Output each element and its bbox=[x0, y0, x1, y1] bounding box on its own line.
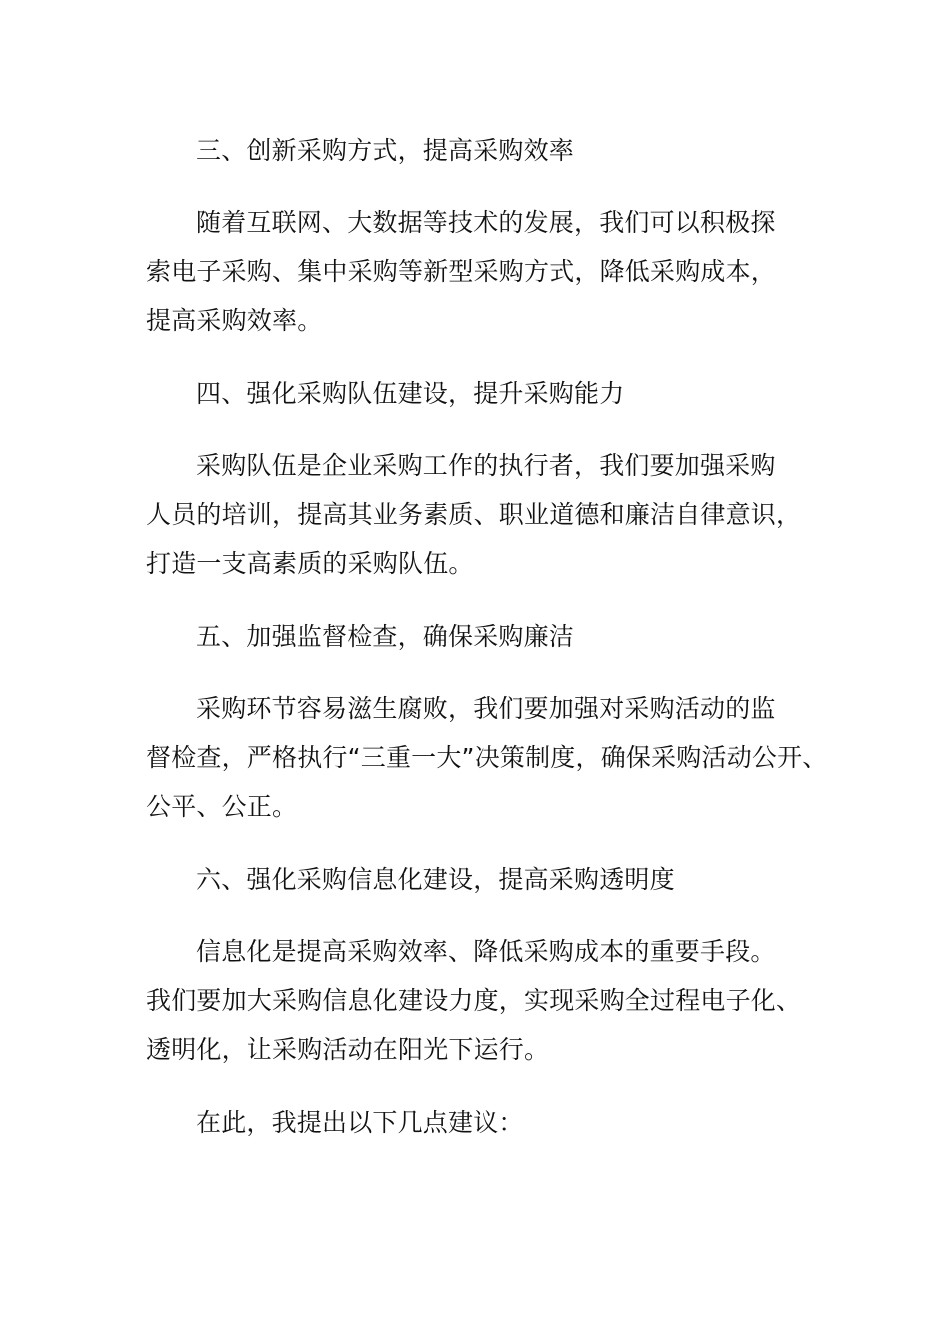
section-heading: 六、强化采购信息化建设，提高采购透明度 bbox=[196, 865, 675, 894]
section-heading: 四、强化采购队伍建设，提升采购能力 bbox=[196, 379, 625, 408]
paragraph-line: 采购环节容易滋生腐败，我们要加强对采购活动的监 bbox=[196, 694, 776, 723]
paragraph-line: 索电子采购、集中采购等新型采购方式，降低采购成本， bbox=[146, 257, 777, 286]
closing-line: 在此，我提出以下几点建议： bbox=[196, 1108, 524, 1137]
paragraph-line: 随着互联网、大数据等技术的发展，我们可以积极探 bbox=[196, 208, 776, 237]
paragraph-line: 提高采购效率。 bbox=[146, 306, 323, 335]
paragraph-line: 采购队伍是企业采购工作的执行者，我们要加强采购 bbox=[196, 451, 776, 480]
paragraph-line: 打造一支高素质的采购队伍。 bbox=[146, 549, 474, 578]
section-heading: 五、加强监督检查，确保采购廉洁 bbox=[196, 622, 575, 651]
paragraph-line: 透明化，让采购活动在阳光下运行。 bbox=[146, 1035, 550, 1064]
paragraph-line: 公平、公正。 bbox=[146, 792, 298, 821]
paragraph-line: 督检查，严格执行“三重一大”决策制度，确保采购活动公开、 bbox=[146, 743, 828, 772]
section-heading: 三、创新采购方式，提高采购效率 bbox=[196, 136, 575, 165]
paragraph-line: 信息化是提高采购效率、降低采购成本的重要手段。 bbox=[196, 937, 776, 966]
paragraph-line: 我们要加大采购信息化建设力度，实现采购全过程电子化、 bbox=[146, 986, 802, 1015]
paragraph-line: 人员的培训，提高其业务素质、职业道德和廉洁自律意识， bbox=[146, 500, 802, 529]
